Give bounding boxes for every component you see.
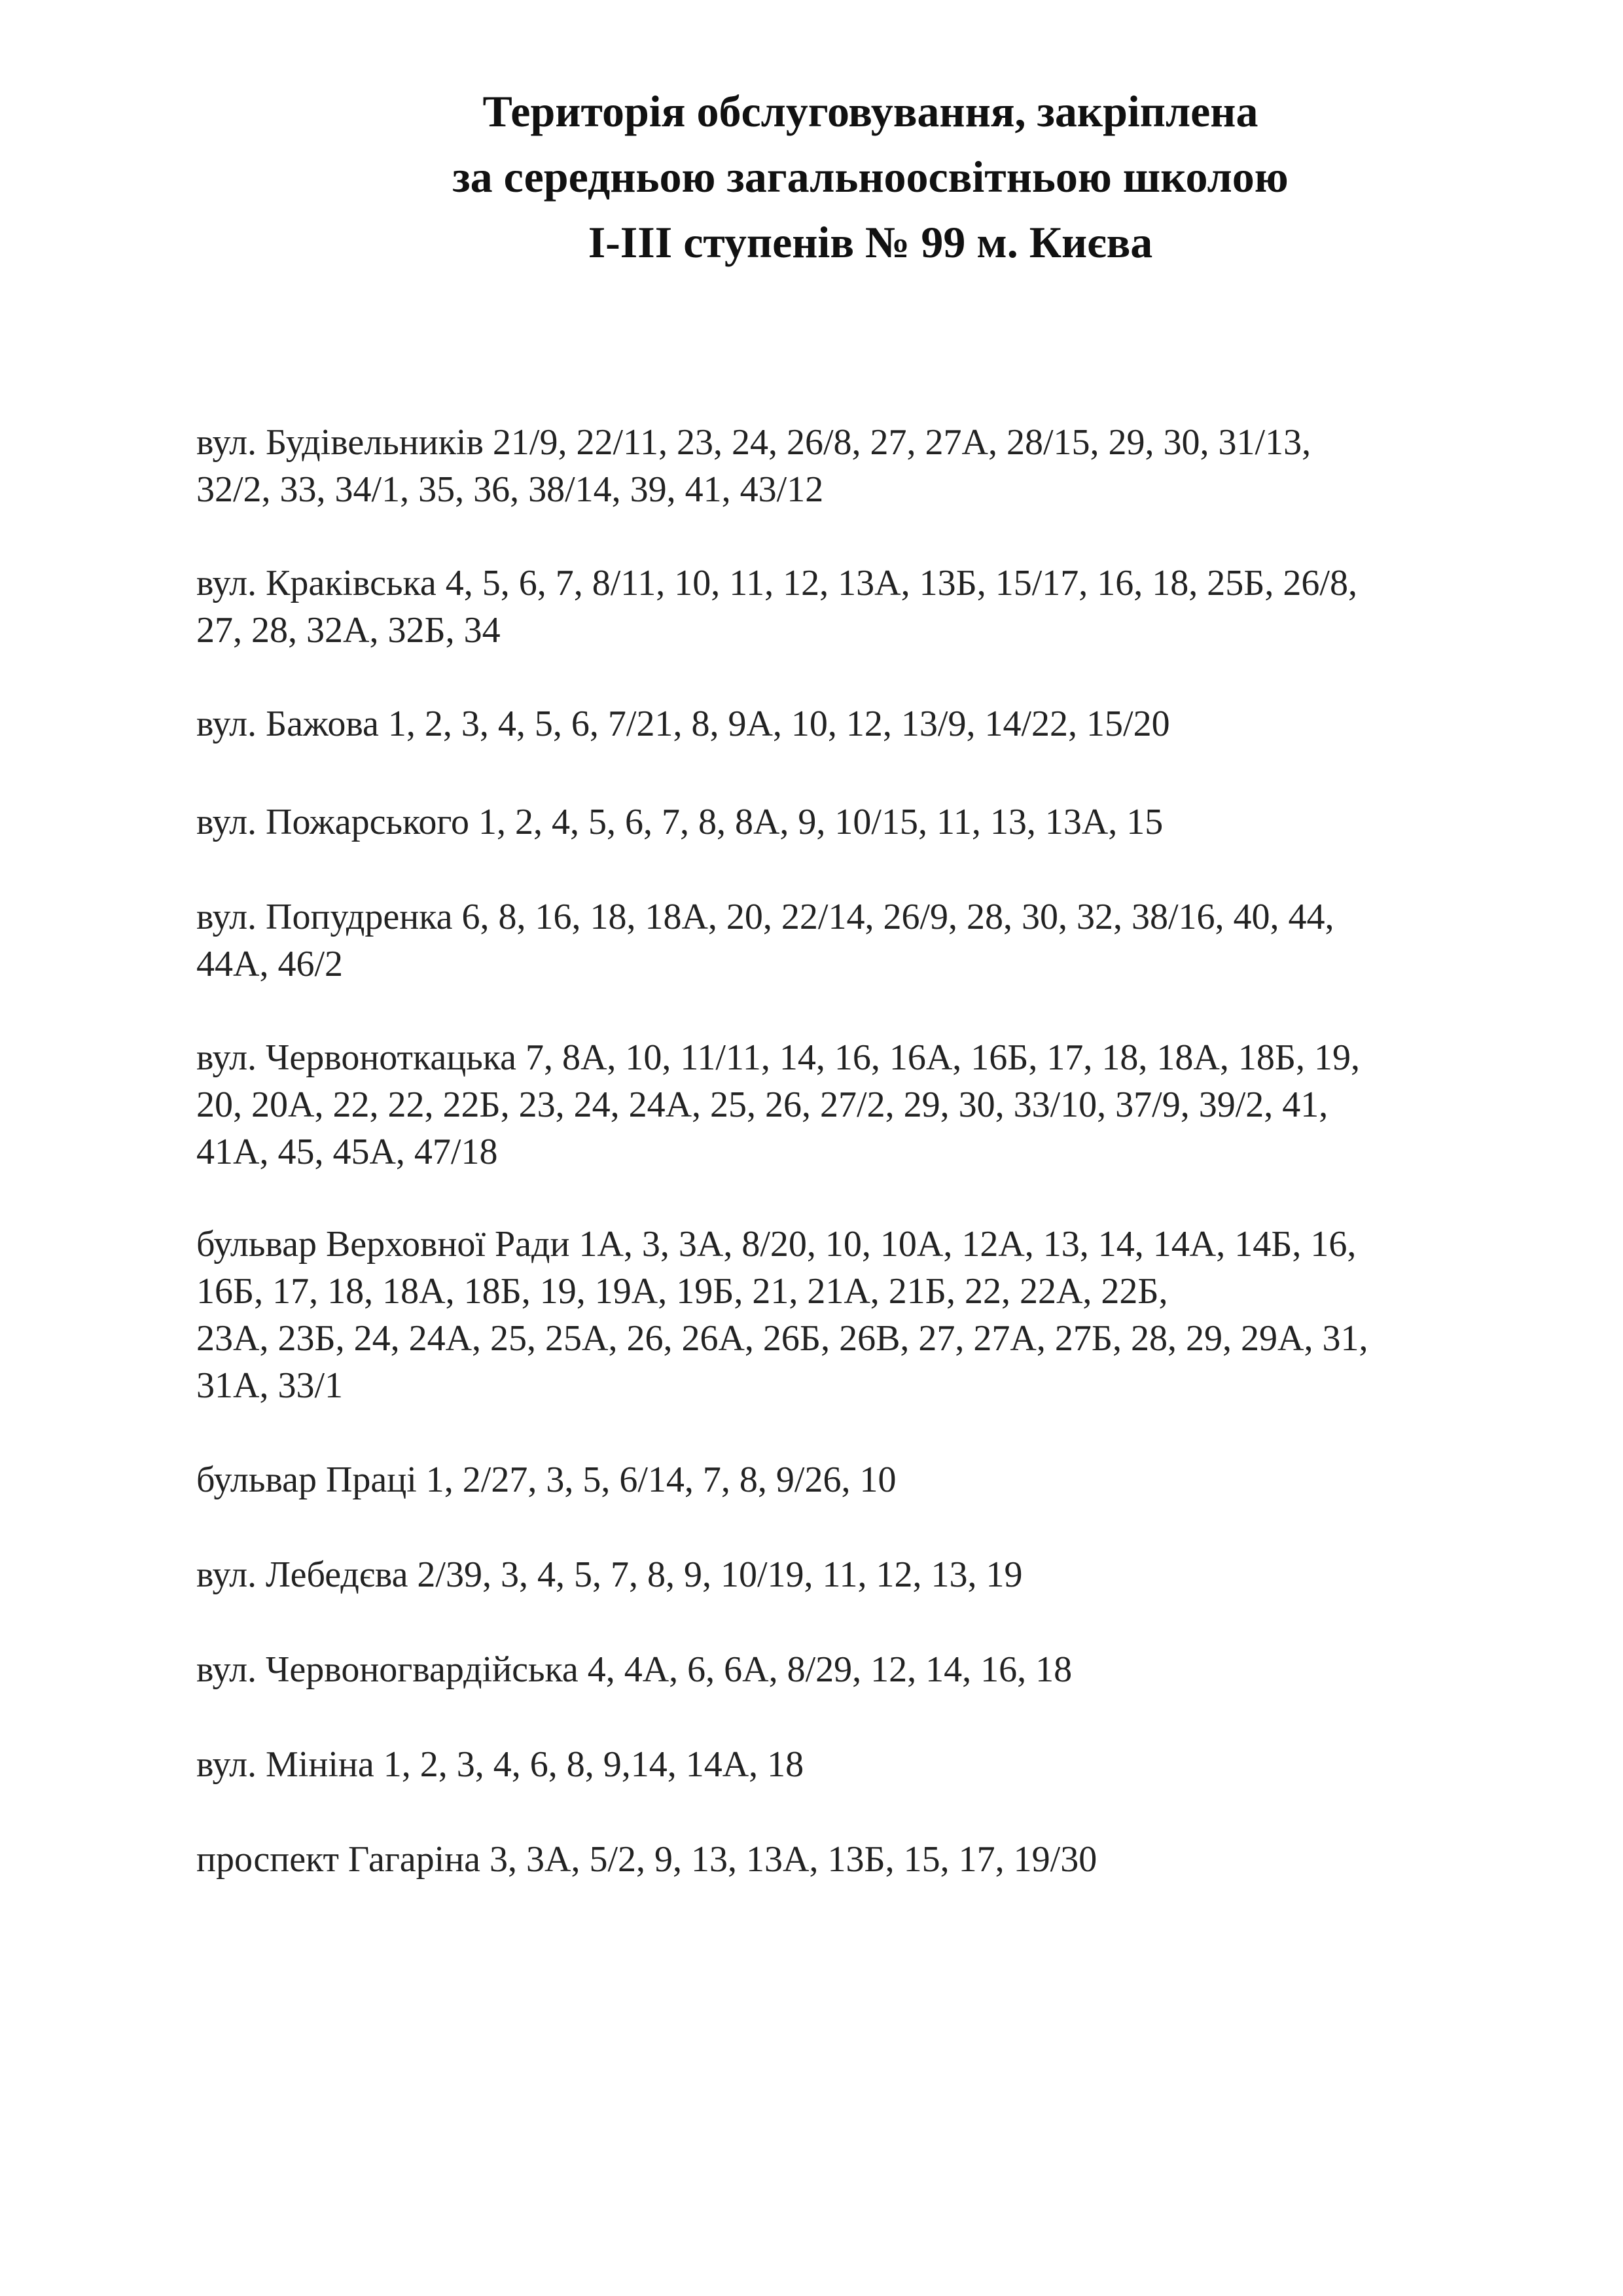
street-line (196, 1034, 1360, 1081)
house-numbers-continued: 23А, 23Б, 24, 24А, 25, 25А, 26, 26А, 26Б, 26В, 27, 27А, 27Б, 28, 29, 29А, 31, (196, 1318, 1368, 1359)
street-entry-krakivska (196, 560, 1357, 654)
house-numbers-continued: 20, 20А, 22, 22, 22Б, 23, 24, 24А, 25, 26, 27/2, 29, 30, 33/10, 37/9, 39/2, 41, (196, 1085, 1329, 1125)
document-title (0, 79, 1623, 275)
street-name: проспект Гагаріна (196, 1839, 481, 1880)
street-entry-chervonohvardiiska (196, 1646, 1072, 1693)
street-line (196, 1456, 896, 1503)
title-line-3: І-ІІІ ступенів № 99 м. Києва (588, 217, 1153, 267)
house-numbers: 2/39, 3, 4, 5, 7, 8, 9, 10/19, 11, 12, 13, 19 (417, 1554, 1023, 1595)
house-numbers: 7, 8А, 10, 11/11, 14, 16, 16А, 16Б, 17, 18, 18А, 18Б, 19, (525, 1037, 1361, 1078)
street-entry-popudrenka (196, 893, 1334, 988)
street-name: вул. Бажова (196, 704, 379, 744)
street-name: вул. Лебедєва (196, 1554, 408, 1595)
street-name: бульвар Верховної Ради (196, 1224, 570, 1265)
street-line (196, 798, 1163, 846)
house-numbers-continued: 27, 28, 32А, 32Б, 34 (196, 610, 501, 651)
street-line (196, 419, 1311, 466)
street-name: вул. Червоноткацька (196, 1037, 516, 1078)
street-entry-pratsi (196, 1456, 896, 1503)
street-line (196, 893, 1334, 941)
house-numbers: 1А, 3, 3А, 8/20, 10, 10А, 12А, 13, 14, 14А, 14Б, 16, (579, 1224, 1357, 1265)
title-line-1: Територія обслуговування, закріплена (482, 86, 1258, 136)
street-name: вул. Червоногвардійська (196, 1649, 579, 1690)
street-name: вул. Краківська (196, 563, 437, 603)
street-entry-minina (196, 1741, 804, 1788)
street-name: вул. Мініна (196, 1744, 374, 1785)
street-entry-bazhova (196, 700, 1170, 747)
street-line (196, 1836, 1097, 1883)
house-numbers-continued: 32/2, 33, 34/1, 35, 36, 38/14, 39, 41, 43/12 (196, 469, 824, 510)
house-numbers-continued: 41А, 45, 45А, 47/18 (196, 1132, 498, 1172)
title-line-2: за середньою загальноосвітньою школою (452, 152, 1289, 202)
house-numbers-continued: 16Б, 17, 18, 18А, 18Б, 19, 19А, 19Б, 21, 21А, 21Б, 22, 22А, 22Б, (196, 1271, 1168, 1312)
house-numbers-continued: 44А, 46/2 (196, 944, 343, 984)
street-entry-lebedieva (196, 1551, 1022, 1598)
street-entry-haharina (196, 1836, 1097, 1883)
house-numbers: 3, 3А, 5/2, 9, 13, 13А, 13Б, 15, 17, 19/30 (490, 1839, 1097, 1880)
house-numbers: 1, 2, 4, 5, 6, 7, 8, 8А, 9, 10/15, 11, 13, 13А, 15 (478, 802, 1164, 842)
house-numbers: 4, 5, 6, 7, 8/11, 10, 11, 12, 13А, 13Б, 15/17, 16, 18, 25Б, 26/8, (445, 563, 1357, 603)
house-numbers: 1, 2, 3, 4, 6, 8, 9,14, 14А, 18 (383, 1744, 804, 1785)
house-numbers: 6, 8, 16, 18, 18А, 20, 22/14, 26/9, 28, 30, 32, 38/16, 40, 44, (461, 897, 1334, 937)
house-numbers: 21/9, 22/11, 23, 24, 26/8, 27, 27А, 28/15, 29, 30, 31/13, (492, 422, 1311, 463)
street-name: вул. Пожарського (196, 802, 469, 842)
house-numbers-continued: 31А, 33/1 (196, 1365, 343, 1406)
street-entry-verkhovnoi-rady (196, 1221, 1368, 1409)
street-line (196, 560, 1357, 607)
street-name: вул. Будівельників (196, 422, 484, 463)
street-line (196, 1646, 1072, 1693)
street-name: вул. Попудренка (196, 897, 453, 937)
street-line (196, 1551, 1022, 1598)
street-entry-budivelnykiv (196, 419, 1311, 513)
house-numbers: 1, 2, 3, 4, 5, 6, 7/21, 8, 9А, 10, 12, 13/9, 14/22, 15/20 (387, 704, 1170, 744)
street-entry-chervonotkatska (196, 1034, 1360, 1175)
house-numbers: 4, 4А, 6, 6А, 8/29, 12, 14, 16, 18 (587, 1649, 1073, 1690)
street-entry-pozharskoho (196, 798, 1163, 846)
street-name: бульвар Праці (196, 1460, 417, 1500)
street-line (196, 1741, 804, 1788)
house-numbers: 1, 2/27, 3, 5, 6/14, 7, 8, 9/26, 10 (425, 1460, 897, 1500)
street-line (196, 1221, 1368, 1268)
street-line (196, 700, 1170, 747)
